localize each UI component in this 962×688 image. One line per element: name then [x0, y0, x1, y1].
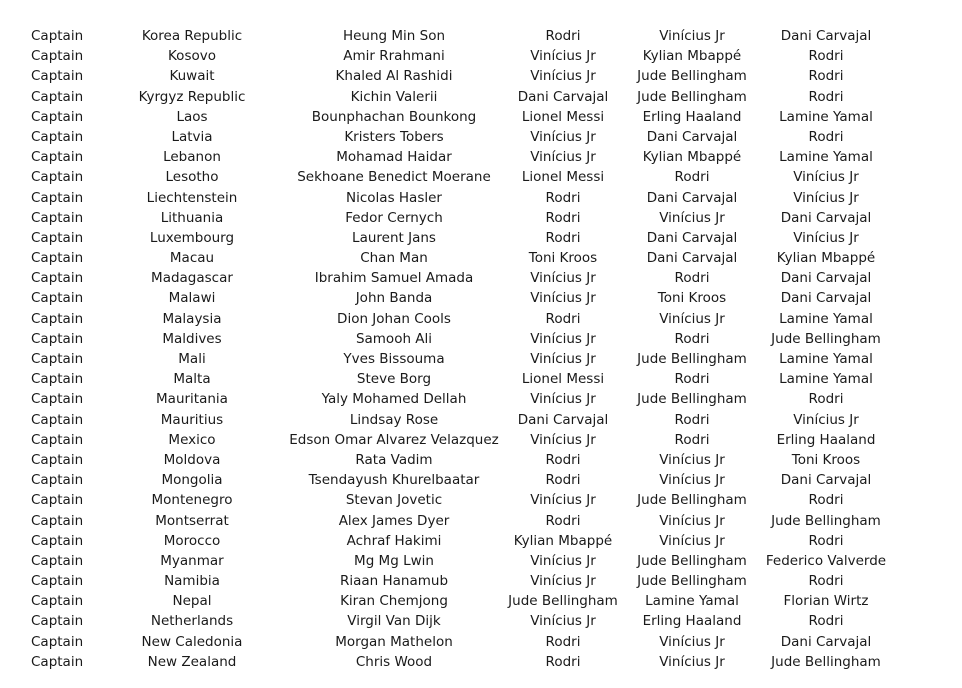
second-choice-cell: Rodri: [674, 270, 710, 287]
first-choice-cell: Vinícius Jr: [530, 48, 596, 65]
first-choice-cell: Lionel Messi: [521, 169, 605, 186]
table-row: [0, 531, 962, 551]
second-choice-cell: Rodri: [674, 371, 710, 388]
table-row: [0, 632, 962, 652]
second-choice-cell: Toni Kroos: [657, 290, 727, 307]
country-cell: Lesotho: [165, 169, 219, 186]
table-row: [0, 228, 962, 248]
role-cell: Captain: [31, 88, 84, 105]
role-cell: Captain: [31, 250, 84, 267]
first-choice-cell: Vinícius Jr: [530, 149, 596, 166]
voter-name-cell: Bounphachan Bounkong: [311, 108, 477, 125]
first-choice-cell: Vinícius Jr: [530, 270, 596, 287]
country-cell: New Caledonia: [141, 633, 243, 650]
second-choice-cell: Vinícius Jr: [659, 472, 725, 489]
table-row: [0, 288, 962, 308]
role-cell: Captain: [31, 108, 84, 125]
country-cell: Nepal: [172, 593, 212, 610]
first-choice-cell: Dani Carvajal: [517, 411, 609, 428]
role-cell: Captain: [31, 28, 84, 44]
second-choice-cell: Vinícius Jr: [659, 532, 725, 549]
second-choice-cell: Vinícius Jr: [659, 512, 725, 529]
country-cell: Malaysia: [162, 310, 222, 327]
second-choice-cell: Jude Bellingham: [637, 573, 747, 590]
table-row: [0, 26, 962, 46]
second-choice-cell: Kylian Mbappé: [642, 48, 742, 65]
first-choice-cell: Rodri: [545, 189, 581, 206]
country-cell: Mauritius: [160, 411, 224, 428]
second-choice-cell: Jude Bellingham: [637, 391, 747, 408]
role-cell: Captain: [31, 128, 84, 145]
first-choice-cell: Rodri: [545, 633, 581, 650]
second-choice-cell: Vinícius Jr: [659, 451, 725, 468]
second-choice-cell: Vinícius Jr: [659, 209, 725, 226]
third-choice-cell: Dani Carvajal: [780, 270, 872, 287]
voter-name-cell: Ibrahim Samuel Amada: [314, 270, 474, 287]
country-cell: Mali: [178, 351, 206, 367]
table-row: [0, 208, 962, 228]
second-choice-cell: Erling Haaland: [642, 108, 742, 125]
table-row: [0, 167, 962, 187]
role-cell: Captain: [31, 169, 84, 186]
first-choice-cell: Rodri: [545, 512, 581, 529]
role-cell: Captain: [31, 653, 84, 670]
voter-name-cell: Morgan Mathelon: [335, 633, 453, 650]
voter-name-cell: Kristers Tobers: [344, 128, 444, 145]
third-choice-cell: Rodri: [808, 573, 844, 590]
first-choice-cell: Jude Bellingham: [508, 593, 618, 610]
third-choice-cell: Rodri: [808, 492, 844, 509]
role-cell: Captain: [31, 371, 84, 388]
first-choice-cell: Vinícius Jr: [530, 68, 596, 85]
second-choice-cell: Rodri: [674, 169, 710, 186]
voter-name-cell: Alex James Dyer: [338, 512, 450, 529]
voter-name-cell: Kiran Chemjong: [340, 593, 448, 610]
first-choice-cell: Lionel Messi: [521, 108, 605, 125]
second-choice-cell: Jude Bellingham: [637, 351, 747, 367]
second-choice-cell: Dani Carvajal: [646, 250, 738, 267]
country-cell: Namibia: [164, 573, 220, 590]
second-choice-cell: Vinícius Jr: [659, 310, 725, 327]
country-cell: Kyrgyz Republic: [138, 88, 246, 105]
country-cell: Malta: [173, 371, 211, 388]
second-choice-cell: Dani Carvajal: [646, 128, 738, 145]
voter-name-cell: Edson Omar Alvarez Velazquez: [289, 431, 499, 448]
country-cell: Montenegro: [151, 492, 233, 509]
voter-name-cell: Mg Mg Lwin: [354, 552, 434, 569]
role-cell: Captain: [31, 451, 84, 468]
voter-name-cell: Yaly Mohamed Dellah: [321, 391, 467, 408]
voter-name-cell: Sekhoane Benedict Moerane: [297, 169, 491, 186]
voter-name-cell: Chris Wood: [355, 653, 433, 670]
role-cell: Captain: [31, 411, 84, 428]
third-choice-cell: Lamine Yamal: [779, 310, 873, 327]
first-choice-cell: Kylian Mbappé: [513, 532, 613, 549]
third-choice-cell: Lamine Yamal: [779, 351, 873, 367]
first-choice-cell: Vinícius Jr: [530, 552, 596, 569]
country-cell: Montserrat: [155, 512, 229, 529]
second-choice-cell: Vinícius Jr: [659, 28, 725, 44]
first-choice-cell: Rodri: [545, 229, 581, 246]
role-cell: Captain: [31, 391, 84, 408]
role-cell: Captain: [31, 330, 84, 347]
first-choice-cell: Rodri: [545, 310, 581, 327]
role-cell: Captain: [31, 431, 84, 448]
first-choice-cell: Toni Kroos: [528, 250, 598, 267]
table-row: [0, 248, 962, 268]
first-choice-cell: Rodri: [545, 451, 581, 468]
second-choice-cell: Dani Carvajal: [646, 229, 738, 246]
country-cell: Morocco: [163, 532, 221, 549]
second-choice-cell: Erling Haaland: [642, 613, 742, 630]
country-cell: Maldives: [162, 330, 222, 347]
country-cell: Madagascar: [151, 270, 233, 287]
country-cell: Mauritania: [156, 391, 228, 408]
first-choice-cell: Vinícius Jr: [530, 573, 596, 590]
third-choice-cell: Lamine Yamal: [779, 149, 873, 166]
country-cell: Netherlands: [150, 613, 234, 630]
first-choice-cell: Vinícius Jr: [530, 391, 596, 408]
second-choice-cell: Vinícius Jr: [659, 633, 725, 650]
first-choice-cell: Vinícius Jr: [530, 492, 596, 509]
table-row: [0, 611, 962, 631]
table-row: [0, 147, 962, 167]
role-cell: Captain: [31, 189, 84, 206]
third-choice-cell: Vinícius Jr: [793, 229, 859, 246]
first-choice-cell: Vinícius Jr: [530, 613, 596, 630]
third-choice-cell: Kylian Mbappé: [776, 250, 876, 267]
role-cell: Captain: [31, 229, 84, 246]
third-choice-cell: Vinícius Jr: [793, 189, 859, 206]
third-choice-cell: Rodri: [808, 128, 844, 145]
voter-name-cell: Heung Min Son: [342, 28, 446, 44]
third-choice-cell: Dani Carvajal: [780, 633, 872, 650]
role-cell: Captain: [31, 48, 84, 65]
country-cell: Lithuania: [160, 209, 224, 226]
country-cell: Korea Republic: [141, 28, 243, 44]
table-row: [0, 66, 962, 86]
country-cell: Luxembourg: [149, 229, 235, 246]
table-row: [0, 188, 962, 208]
third-choice-cell: Jude Bellingham: [771, 512, 881, 529]
third-choice-cell: Rodri: [808, 532, 844, 549]
voter-name-cell: Amir Rrahmani: [343, 48, 445, 65]
third-choice-cell: Jude Bellingham: [771, 330, 881, 347]
second-choice-cell: Jude Bellingham: [637, 88, 747, 105]
second-choice-cell: Jude Bellingham: [637, 492, 747, 509]
voter-name-cell: Nicolas Hasler: [346, 189, 442, 206]
voter-name-cell: Dion Johan Cools: [337, 310, 451, 327]
first-choice-cell: Rodri: [545, 209, 581, 226]
voter-name-cell: Riaan Hanamub: [339, 573, 449, 590]
role-cell: Captain: [31, 532, 84, 549]
third-choice-cell: Rodri: [808, 391, 844, 408]
table-row: [0, 309, 962, 329]
table-row: [0, 571, 962, 591]
table-row: [0, 87, 962, 107]
third-choice-cell: Rodri: [808, 88, 844, 105]
second-choice-cell: Rodri: [674, 411, 710, 428]
third-choice-cell: Rodri: [808, 613, 844, 630]
role-cell: Captain: [31, 573, 84, 590]
second-choice-cell: Jude Bellingham: [637, 552, 747, 569]
third-choice-cell: Jude Bellingham: [771, 653, 881, 670]
third-choice-cell: Rodri: [808, 68, 844, 85]
table-row: [0, 652, 962, 672]
country-cell: Kosovo: [168, 48, 216, 65]
second-choice-cell: Dani Carvajal: [646, 189, 738, 206]
first-choice-cell: Vinícius Jr: [530, 290, 596, 307]
third-choice-cell: Dani Carvajal: [780, 290, 872, 307]
table-row: [0, 450, 962, 470]
voter-name-cell: Yves Bissouma: [343, 351, 445, 367]
role-cell: Captain: [31, 492, 84, 509]
first-choice-cell: Vinícius Jr: [530, 128, 596, 145]
table-row: [0, 329, 962, 349]
role-cell: Captain: [31, 270, 84, 287]
voter-name-cell: Steve Borg: [356, 371, 432, 388]
second-choice-cell: Rodri: [674, 330, 710, 347]
role-cell: Captain: [31, 472, 84, 489]
table-row: [0, 511, 962, 531]
country-cell: New Zealand: [147, 653, 237, 670]
first-choice-cell: Vinícius Jr: [530, 431, 596, 448]
voter-name-cell: Kichin Valerii: [350, 88, 438, 105]
country-cell: Latvia: [171, 128, 213, 145]
third-choice-cell: Dani Carvajal: [780, 472, 872, 489]
first-choice-cell: Vinícius Jr: [530, 330, 596, 347]
first-choice-cell: Rodri: [545, 472, 581, 489]
table-row: [0, 46, 962, 66]
first-choice-cell: Rodri: [545, 28, 581, 44]
third-choice-cell: Lamine Yamal: [779, 371, 873, 388]
vote-table: [0, 26, 962, 672]
table-row: [0, 107, 962, 127]
third-choice-cell: Dani Carvajal: [780, 209, 872, 226]
table-row: [0, 551, 962, 571]
second-choice-cell: Vinícius Jr: [659, 653, 725, 670]
country-cell: Myanmar: [160, 552, 224, 569]
voter-name-cell: Achraf Hakimi: [346, 532, 442, 549]
voter-name-cell: Tsendayush Khurelbaatar: [308, 472, 480, 489]
role-cell: Captain: [31, 209, 84, 226]
table-row: [0, 490, 962, 510]
table-row: [0, 349, 962, 369]
third-choice-cell: Lamine Yamal: [779, 108, 873, 125]
voter-name-cell: Khaled Al Rashidi: [335, 68, 453, 85]
role-cell: Captain: [31, 552, 84, 569]
table-row: [0, 430, 962, 450]
role-cell: Captain: [31, 310, 84, 327]
role-cell: Captain: [31, 68, 84, 85]
role-cell: Captain: [31, 351, 84, 367]
table-row: [0, 470, 962, 490]
country-cell: Moldova: [163, 451, 221, 468]
first-choice-cell: Vinícius Jr: [530, 351, 596, 367]
table-row: [0, 268, 962, 288]
second-choice-cell: Kylian Mbappé: [642, 149, 742, 166]
role-cell: Captain: [31, 149, 84, 166]
voter-name-cell: Samooh Ali: [355, 330, 433, 347]
voter-name-cell: Rata Vadim: [355, 451, 433, 468]
third-choice-cell: Dani Carvajal: [780, 28, 872, 44]
second-choice-cell: Rodri: [674, 431, 710, 448]
third-choice-cell: Erling Haaland: [776, 431, 876, 448]
table-row: [0, 369, 962, 389]
table-row: [0, 410, 962, 430]
voter-name-cell: Chan Man: [360, 250, 428, 267]
country-cell: Mongolia: [161, 472, 223, 489]
country-cell: Lebanon: [163, 149, 221, 166]
country-cell: Macau: [169, 250, 215, 267]
role-cell: Captain: [31, 593, 84, 610]
country-cell: Liechtenstein: [146, 189, 238, 206]
second-choice-cell: Lamine Yamal: [645, 593, 739, 610]
voter-name-cell: Stevan Jovetic: [345, 492, 443, 509]
third-choice-cell: Vinícius Jr: [793, 169, 859, 186]
first-choice-cell: Rodri: [545, 653, 581, 670]
voter-name-cell: John Banda: [355, 290, 433, 307]
role-cell: Captain: [31, 613, 84, 630]
country-cell: Laos: [176, 108, 208, 125]
first-choice-cell: Lionel Messi: [521, 371, 605, 388]
voter-name-cell: Mohamad Haidar: [336, 149, 452, 166]
voter-name-cell: Virgil Van Dijk: [347, 613, 441, 630]
third-choice-cell: Florian Wirtz: [783, 593, 869, 610]
country-cell: Kuwait: [169, 68, 215, 85]
third-choice-cell: Vinícius Jr: [793, 411, 859, 428]
voter-name-cell: Laurent Jans: [352, 229, 436, 246]
second-choice-cell: Jude Bellingham: [637, 68, 747, 85]
country-cell: Mexico: [168, 431, 216, 448]
country-cell: Malawi: [168, 290, 216, 307]
role-cell: Captain: [31, 633, 84, 650]
role-cell: Captain: [31, 290, 84, 307]
third-choice-cell: Rodri: [808, 48, 844, 65]
role-cell: Captain: [31, 512, 84, 529]
table-row: [0, 591, 962, 611]
voter-name-cell: Fedor Cernych: [345, 209, 443, 226]
voter-name-cell: Lindsay Rose: [349, 411, 439, 428]
third-choice-cell: Federico Valverde: [765, 552, 887, 569]
third-choice-cell: Toni Kroos: [791, 451, 861, 468]
table-row: [0, 389, 962, 409]
first-choice-cell: Dani Carvajal: [517, 88, 609, 105]
table-row: [0, 127, 962, 147]
